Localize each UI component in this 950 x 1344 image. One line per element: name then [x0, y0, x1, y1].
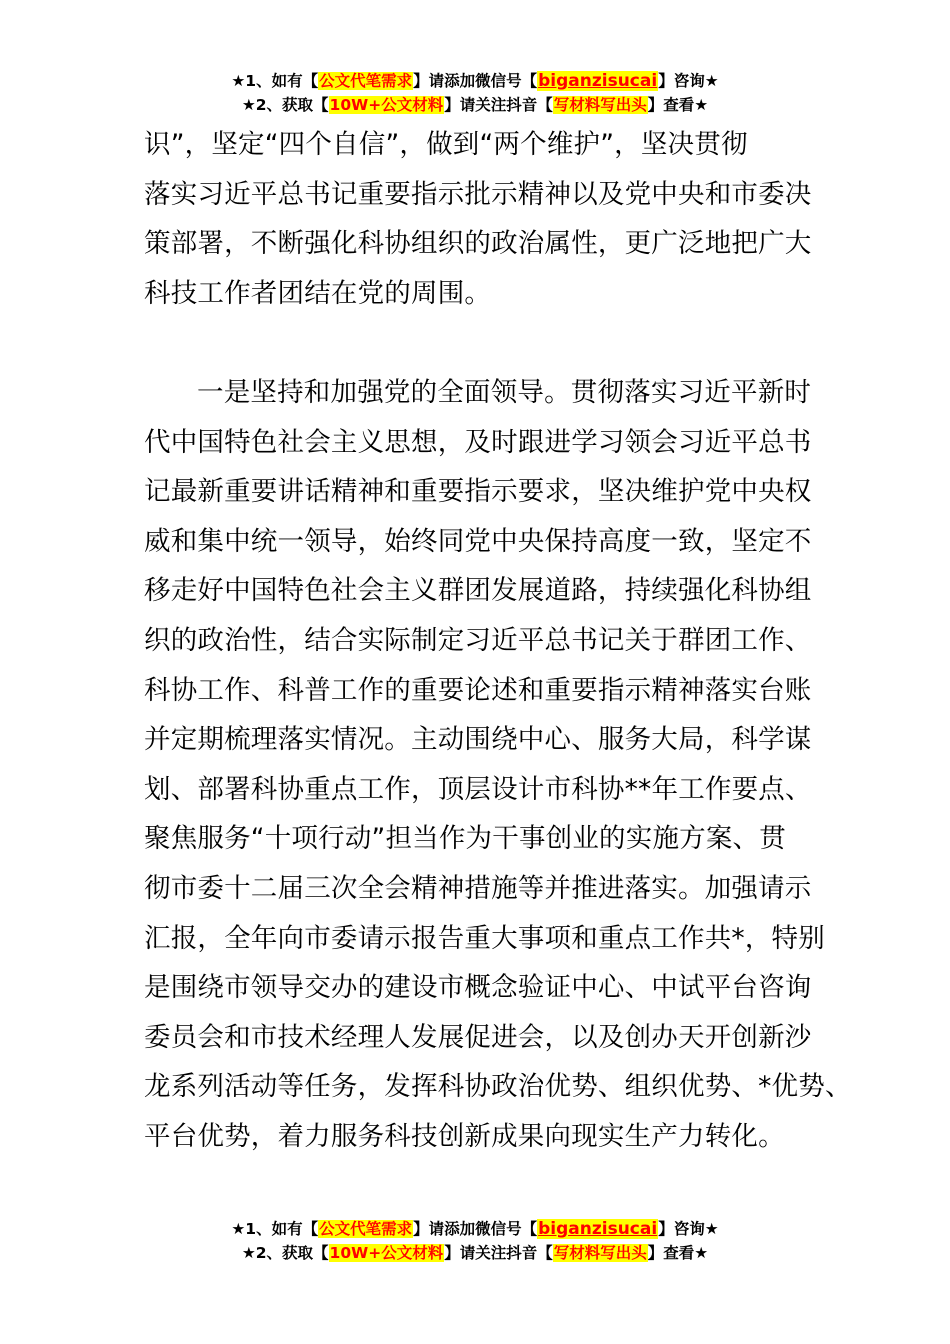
highlight-materials: 10W+公文材料 [329, 96, 444, 114]
banner-line-2 [0, 93, 950, 117]
text-line: 科协工作、科普工作的重要论述和重要指示精神落实台账 [144, 674, 812, 706]
banner-line-1 [0, 1217, 950, 1241]
highlight-wechat-id: biganzisucai [538, 1219, 658, 1239]
paragraph-1 [144, 120, 824, 318]
footer-banner [0, 1217, 950, 1265]
text-line: 织的政治性，结合实际制定习近平总书记关于群团工作、 [144, 624, 812, 656]
text-line: 平台优势，着力服务科技创新成果向现实生产力转化。 [144, 1120, 785, 1152]
text-line: 是围绕市领导交办的建设市概念验证中心、中试平台咨询 [144, 972, 812, 1004]
text-line: 委员会和市技术经理人发展促进会，以及创办天开创新沙 [144, 1021, 812, 1053]
paragraph-2 [144, 368, 852, 1162]
highlight-materials: 10W+公文材料 [329, 1244, 444, 1262]
highlight-douyin-account: 写材料写出头 [553, 1244, 647, 1262]
text-line: 威和集中统一领导，始终同党中央保持高度一致，坚定不 [144, 525, 812, 557]
banner-text: 】请关注抖音【 [444, 1244, 553, 1262]
text-line: 聚焦服务“十项行动”担当作为干事创业的实施方案、贯 [144, 823, 786, 855]
highlight-douyin-account: 写材料写出头 [553, 96, 647, 114]
banner-text: 】查看★ [647, 1244, 709, 1262]
banner-text: 】查看★ [647, 96, 709, 114]
banner-line-1 [0, 69, 950, 93]
banner-text: 】咨询★ [658, 72, 719, 90]
text-line: 识”，坚定“四个自信”，做到“两个维护”，坚决贯彻 [144, 129, 748, 160]
banner-text: 】请添加微信号【 [413, 1220, 538, 1238]
banner-text: ★2、获取【 [241, 96, 329, 114]
text-line: 策部署，不断强化科协组织的政治属性，更广泛地把广大 [144, 228, 812, 260]
highlight-wechat-id: biganzisucai [538, 71, 658, 91]
header-banner [0, 69, 950, 117]
text-line: 并定期梳理落实情况。主动围绕中心、服务大局，科学谋 [144, 724, 812, 756]
banner-line-2 [0, 1241, 950, 1265]
text-line: 代中国特色社会主义思想，及时跟进学习领会习近平总书 [144, 426, 812, 458]
text-line: 落实习近平总书记重要指示批示精神以及党中央和市委决 [144, 178, 812, 210]
highlight-service: 公文代笔需求 [319, 72, 413, 90]
text-line: 汇报，全年向市委请示报告重大事项和重点工作共*，特别 [144, 922, 825, 954]
banner-text: 】咨询★ [658, 1220, 719, 1238]
text-line: 科技工作者团结在党的周围。 [144, 277, 492, 309]
highlight-service: 公文代笔需求 [319, 1220, 413, 1238]
text-line: 移走好中国特色社会主义群团发展道路，持续强化科协组 [144, 575, 812, 607]
text-line: 划、部署科协重点工作，顶层设计市科协**年工作要点、 [144, 773, 812, 805]
banner-text: ★2、获取【 [241, 1244, 329, 1262]
banner-text: ★1、如有【 [231, 72, 319, 90]
text-line: 彻市委十二届三次全会精神措施等并推进落实。加强请示 [144, 872, 812, 904]
banner-text: ★1、如有【 [231, 1220, 319, 1238]
banner-text: 】请关注抖音【 [444, 96, 553, 114]
document-body [144, 120, 852, 1161]
banner-text: 】请添加微信号【 [413, 72, 538, 90]
paragraph-spacer [144, 318, 824, 368]
text-line: 一是坚持和加强党的全面领导。贯彻落实习近平新时 [197, 376, 812, 408]
text-line: 记最新重要讲话精神和重要指示要求，坚决维护党中央权 [144, 476, 812, 508]
text-line: 龙系列活动等任务，发挥科协政治优势、组织优势、*优势、 [144, 1071, 852, 1103]
